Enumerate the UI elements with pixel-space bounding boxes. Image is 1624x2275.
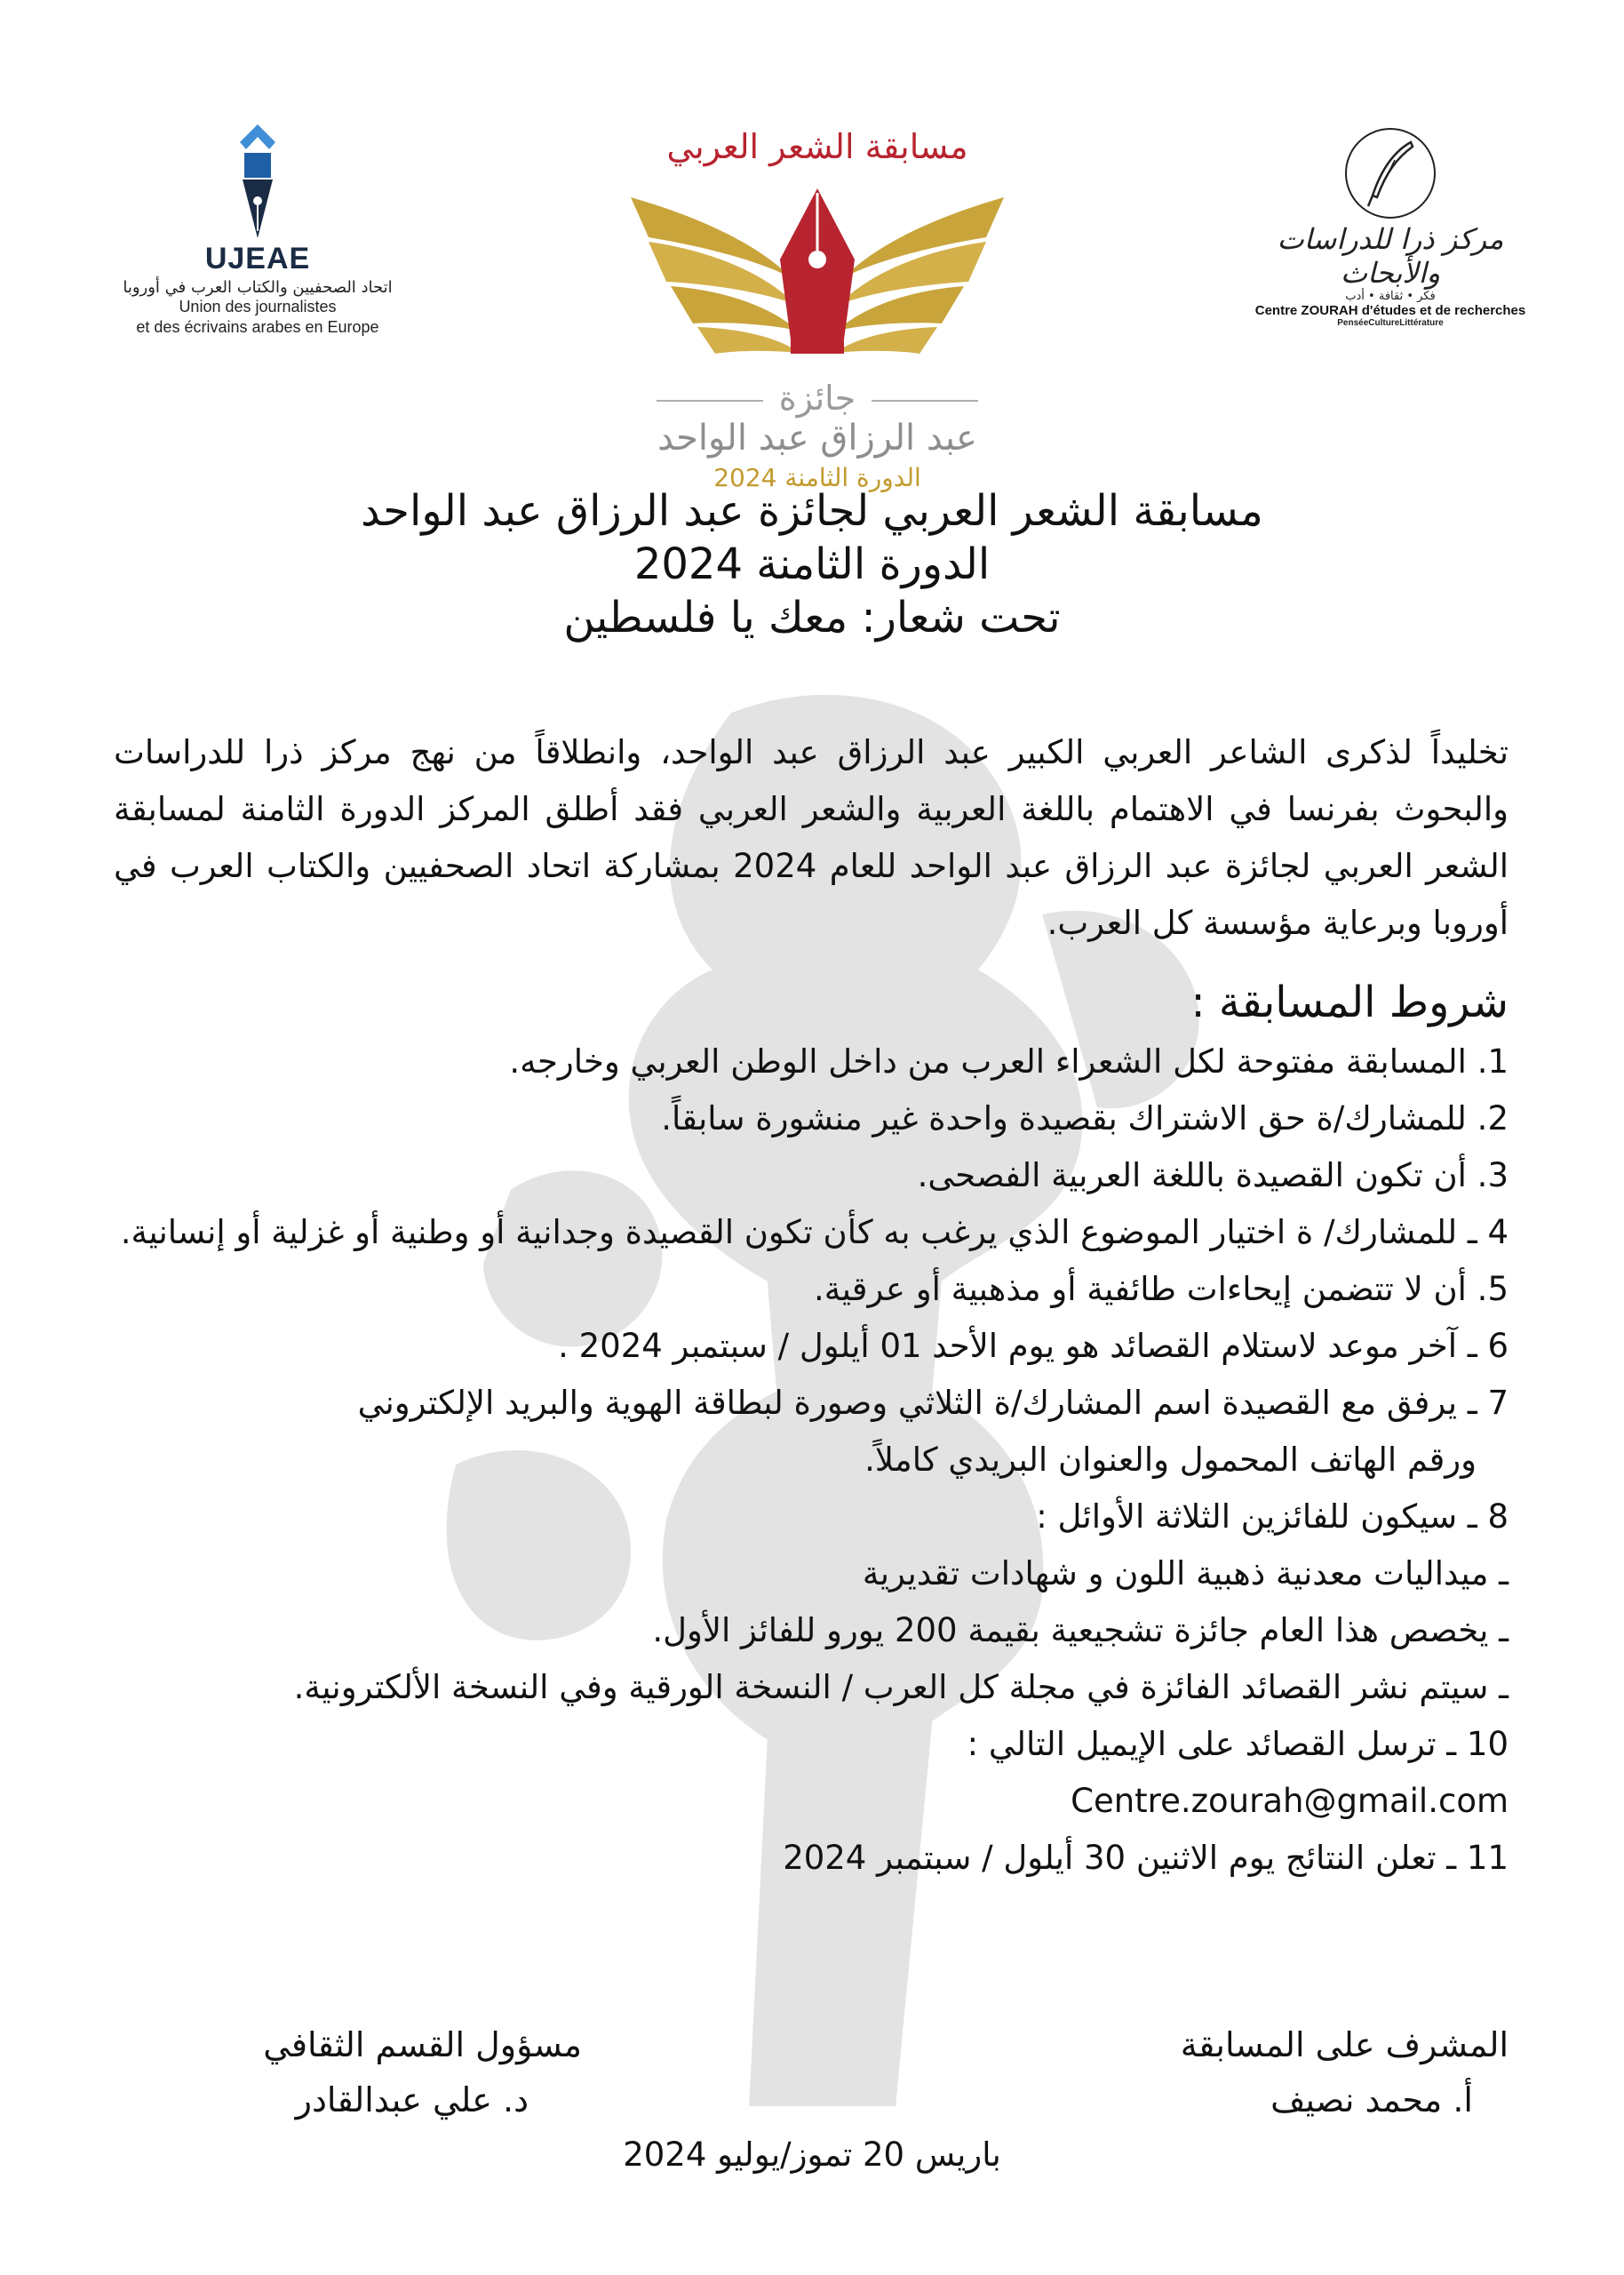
ujeae-abbr: UJEAE xyxy=(204,242,311,275)
page-title xyxy=(0,484,1624,644)
competition-logo xyxy=(622,124,1013,494)
ujeae-french-line2: et des écrivains arabes en Europe xyxy=(136,318,379,336)
place-date: باريس 20 تموز/يوليو 2024 xyxy=(623,2135,1001,2174)
logo-competition-title: مسابقة الشعر العربي xyxy=(666,127,968,166)
logo-prize-row xyxy=(622,379,1013,418)
title-line-1: مسابقة الشعر العربي لجائزة عبد الرزاق عبد الواحد xyxy=(361,486,1263,536)
condition-item: 6 ـ آخر موعد لاستلام القصائد هو يوم الأحد 01 أيلول / سبتمبر 2024 . xyxy=(558,1327,1509,1365)
condition-item: 5. أن لا تتضمن إيحاءات طائفية أو مذهبية أو عرقية. xyxy=(814,1270,1509,1308)
ujeae-french-line1: Union des journalistes xyxy=(179,298,337,315)
winged-pen-nib-icon xyxy=(622,162,1013,384)
logo-prize-word: جائزة xyxy=(778,379,856,418)
logo-prize-name: عبد الرزاق عبد الواحد xyxy=(657,418,977,459)
supervisor-name: أ. محمد نصيف xyxy=(1270,2080,1473,2119)
prize-subitem: ـ ميداليات معدنية ذهبية اللون و شهادات تقديرية xyxy=(862,1554,1509,1592)
cultural-head-name: د. علي عبدالقادر xyxy=(295,2080,529,2119)
conditions-heading: شروط المسابقة : xyxy=(1190,978,1509,1027)
fountain-pen-icon xyxy=(227,124,289,240)
condition-item: 4 ـ للمشارك/ ة اختيار الموضوع الذي يرغب به كأن تكون القصيدة وجدانية أو وطنية أو غزلية أو إنسانية. xyxy=(120,1213,1509,1251)
cultural-head-role: مسؤول القسم الثقافي xyxy=(263,2025,582,2064)
condition-item: 1. المسابقة مفتوحة لكل الشعراء العرب من داخل الوطن العربي وخارجه. xyxy=(509,1042,1509,1081)
conditions-list xyxy=(87,1034,1509,1887)
supervisor-role: المشرف على المسابقة xyxy=(1180,2025,1509,2064)
condition-item-continuation: ورقم الهاتف المحمول والعنوان البريدي كاملاً. xyxy=(864,1441,1477,1479)
zourah-arabic-name: مركز ذرا للدراسات والأبحاث xyxy=(1277,222,1504,290)
condition-item: 8 ـ سيكون للفائزين الثلاثة الأوائل : xyxy=(1036,1497,1509,1536)
divider xyxy=(872,400,978,402)
ujeae-logo xyxy=(115,124,400,338)
intro-paragraph: تخليداً لذكرى الشاعر العربي الكبير عبد الرزاق عبد الواحد، وانطلاقاً من نهج مركز ذرا للدراسات والبحوث بفرنسا في الاهتمام باللغة العربية والشعر العربي فقد أطلق المركز الدورة الثامنة لمسابقة الشعر العربي لجائزة عبد الرزاق عبد الواحد للعام 2024 بمشاركة اتحاد الصحفيين والكتاب العرب في أوروبا وبرعاية مؤسسة كل العرب. xyxy=(114,733,1509,942)
condition-item: 7 ـ يرفق مع القصيدة اسم المشارك/ة الثلاثي وصورة لبطاقة الهوية والبريد الإلكتروني xyxy=(357,1384,1509,1422)
ujeae-arabic-name: اتحاد الصحفيين والكتاب العرب في أوروبا xyxy=(123,278,393,297)
email-address: Centre.zourah@gmail.com xyxy=(1071,1782,1509,1820)
header xyxy=(0,0,1624,492)
zourah-arabic-tagline: فكر • ثقافة • أدب xyxy=(1345,290,1436,303)
zourah-french-tagline: PenséeCultureLittérature xyxy=(1337,318,1444,328)
title-line-3: تحت شعار: معك يا فلسطين xyxy=(563,593,1061,643)
logo-session: الدورة الثامنة 2024 xyxy=(713,463,921,492)
prize-subitem: ـ يخصص هذا العام جائزة تشجيعية بقيمة 200 يورو للفائز الأول. xyxy=(652,1611,1509,1649)
condition-item: 2. للمشارك/ة حق الاشتراك بقصيدة واحدة غير منشورة سابقاً. xyxy=(661,1099,1509,1138)
cultural-head-signature xyxy=(120,2017,582,2127)
divider xyxy=(657,400,763,402)
supervisor-signature xyxy=(1047,2017,1509,2127)
condition-item: 11 ـ تعلن النتائج يوم الاثنين 30 أيلول / سبتمبر 2024 xyxy=(783,1839,1509,1877)
condition-item: 3. أن تكون القصيدة باللغة العربية الفصحى. xyxy=(917,1156,1509,1194)
prize-subitem: ـ سيتم نشر القصائد الفائزة في مجلة كل العرب / النسخة الورقية وفي النسخة الألكترونية. xyxy=(293,1668,1509,1706)
zourah-centre-logo xyxy=(1244,124,1537,328)
quill-circle-icon xyxy=(1341,124,1439,222)
title-line-2: الدورة الثامنة 2024 xyxy=(633,539,991,589)
condition-item: 10 ـ ترسل القصائد على الإيميل التالي : xyxy=(967,1725,1509,1763)
zourah-french-name: Centre ZOURAH d'études et de recherches xyxy=(1254,303,1526,318)
